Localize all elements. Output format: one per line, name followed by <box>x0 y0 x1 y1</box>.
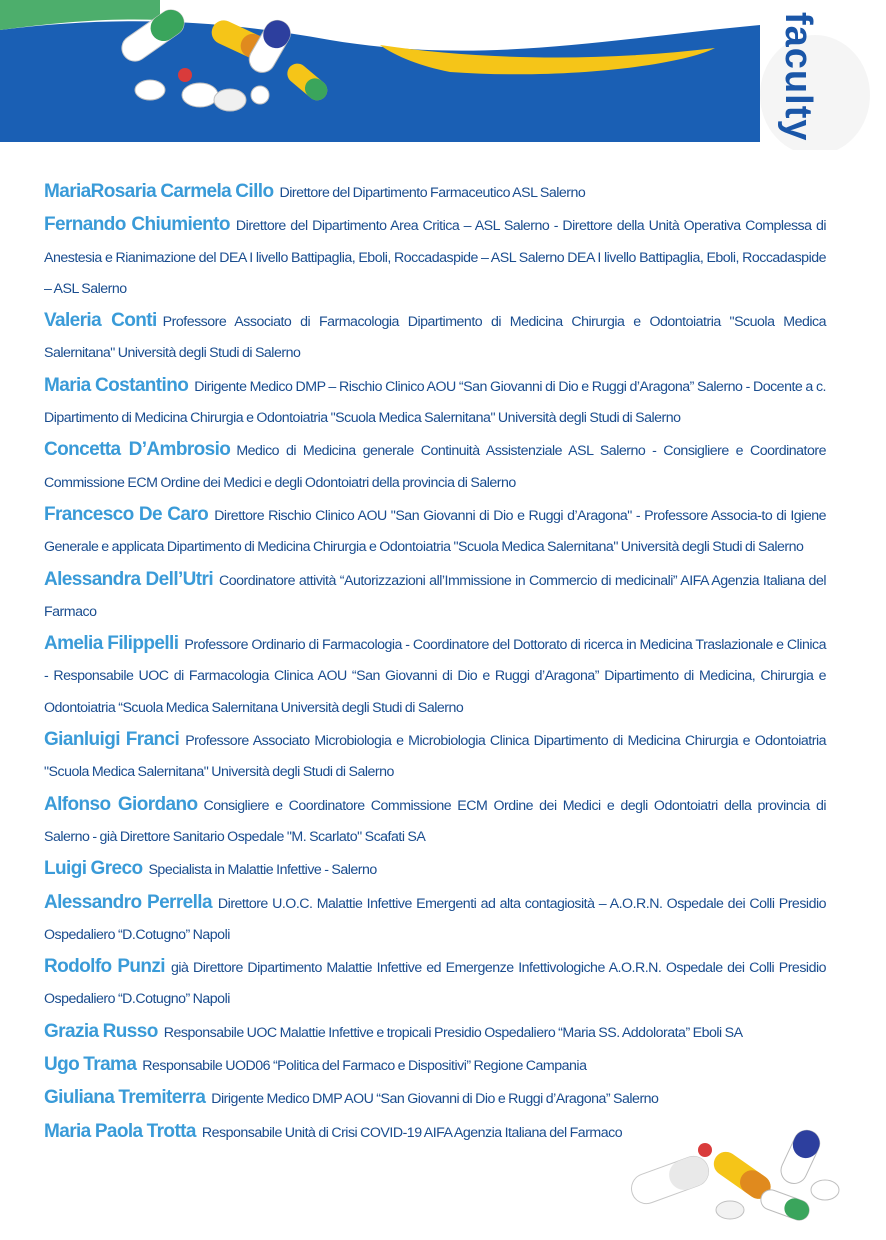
pills-icon <box>90 0 350 130</box>
faculty-role: Dirigente Medico DMP – Rischio Clinico AOU “San Giovanni di Dio e Ruggi d’Aragona” Salerno - Docente a c. Dipartimento di Medicina Chirurgia e Odontoiatria "Scuola Medica Salernitana" Università degli Studi di Salerno <box>44 378 826 427</box>
faculty-entry <box>44 724 826 789</box>
faculty-entry <box>44 853 826 886</box>
faculty-entry <box>44 1016 826 1049</box>
faculty-entry <box>44 789 826 854</box>
faculty-role: Dirigente Medico DMP AOU “San Giovanni di Dio e Ruggi d’Aragona” Salerno <box>211 1091 659 1108</box>
faculty-role: Medico di Medicina generale Continuità Assistenziale ASL Salerno - Consigliere e Coordinatore Commissione ECM Ordine dei Medici e degli Odontoiatri della provincia di Salerno <box>44 443 826 491</box>
pills-decoration-bottom <box>610 1120 850 1230</box>
faculty-entry <box>44 951 826 1016</box>
faculty-entry <box>44 887 826 952</box>
faculty-name: Gianluigi Franci <box>44 729 180 751</box>
faculty-role: Direttore Rischio Clinico AOU "San Giovanni di Dio e Ruggi d’Aragona" - Professore Associa-to di Igiene Generale e applicata Dipartimento di Medicina Chirurgia e Odontoiatria "Scuola Medica Salernitana" Università degli Studi di Salerno <box>44 507 827 556</box>
faculty-entry <box>44 305 826 370</box>
faculty-name: Alfonso Giordano <box>44 793 198 815</box>
faculty-entry <box>44 1082 826 1115</box>
faculty-name: Grazia Russo <box>44 1020 158 1042</box>
faculty-role: Direttore del Dipartimento Area Critica – ASL Salerno - Direttore della Unità Operativa Complessa di Anestesia e Rianimazione del DEA I livello Battipaglia, Eboli, Roccadaspide – ASL Salerno DEA I livello Battipaglia, Eboli, Roccadaspide – ASL Salerno <box>44 218 826 297</box>
faculty-name: Amelia Filippelli <box>44 633 179 655</box>
faculty-name: Fernando Chiumiento <box>44 214 230 236</box>
faculty-entry <box>44 499 826 564</box>
faculty-role: Responsabile UOC Malattie Infettive e tropicali Presidio Ospedaliero “Maria SS. Addolorata” Eboli SA <box>163 1024 743 1041</box>
faculty-name: MariaRosaria Carmela Cillo <box>44 181 274 202</box>
faculty-role: Professore Associato Microbiologia e Microbiologia Clinica Dipartimento di Medicina Chirurgia e Odontoiatria "Scuola Medica Salernitana" Università degli Studi di Salerno <box>44 733 826 781</box>
faculty-role: Specialista in Malattie Infettive - Salerno <box>148 862 377 879</box>
faculty-list <box>44 176 826 1149</box>
faculty-entry <box>44 628 826 724</box>
faculty-entry <box>44 434 826 499</box>
faculty-name: Rodolfo Punzi <box>44 956 165 978</box>
faculty-name: Luigi Greco <box>44 858 143 880</box>
faculty-entry <box>44 176 826 209</box>
faculty-name: Concetta D’Ambrosio <box>44 439 231 461</box>
faculty-entry <box>44 370 826 435</box>
faculty-entry <box>44 1049 826 1082</box>
faculty-name: Maria Costantino <box>44 374 189 396</box>
header-banner <box>0 0 886 150</box>
faculty-entry <box>44 564 826 629</box>
faculty-name: Giuliana Tremiterra <box>44 1087 206 1109</box>
faculty-role: Coordinatore attività “Autorizzazioni all’Immissione in Commercio di medicinali” AIFA Agenzia Italiana del Farmaco <box>44 572 826 620</box>
faculty-role: Professore Associato di Farmacologia Dipartimento di Medicina Chirurgia e Odontoiatria "Scuola Medica Salernitana" Università degli Studi di Salerno <box>44 314 827 362</box>
faculty-entry <box>44 209 826 305</box>
faculty-role: Responsabile UOD06 “Politica del Farmaco e Dispositivi” Regione Campania <box>142 1058 587 1075</box>
faculty-name: Ugo Trama <box>44 1054 137 1076</box>
faculty-name: Maria Paola Trotta <box>44 1120 196 1142</box>
section-title: faculty <box>777 12 819 142</box>
faculty-role: già Direttore Dipartimento Malattie Infettive ed Emergenze Infettivologiche A.O.R.N. Ospedale dei Colli Presidio Ospedaliero “D.Cotugno” Napoli <box>44 960 826 1008</box>
faculty-name: Valeria Conti <box>44 310 157 332</box>
faculty-role: Direttore del Dipartimento Farmaceutico ASL Salerno <box>279 185 586 201</box>
faculty-role: Direttore U.O.C. Malattie Infettive Emergenti ad alta contagiosità – A.O.R.N. Ospedale dei Colli Presidio Ospedaliero “D.Cotugno” Napoli <box>44 895 827 943</box>
faculty-role: Professore Ordinario di Farmacologia - Coordinatore del Dottorato di ricerca in Medicina Traslazionale e Clinica - Responsabile UOC di Farmacologia Clinica AOU “San Giovanni di Dio e Ruggi d’Aragona” Dipartimento di Medicina, Chirurgia e Odontoiatria “Scuola Medica Salernitana Università degli Studi di Salerno <box>44 637 826 716</box>
faculty-name: Alessandro Perrella <box>44 891 212 913</box>
faculty-role: Responsabile Unità di Crisi COVID-19 AIFA Agenzia Italiana del Farmaco <box>201 1124 623 1141</box>
faculty-role: Consigliere e Coordinatore Commissione ECM Ordine dei Medici e degli Odontoiatri della provincia di Salerno - già Direttore Sanitario Ospedale "M. Scarlato" Scafati SA <box>44 797 826 845</box>
faculty-name: Francesco De Caro <box>44 503 209 525</box>
faculty-name: Alessandra Dell’Utri <box>44 568 213 590</box>
